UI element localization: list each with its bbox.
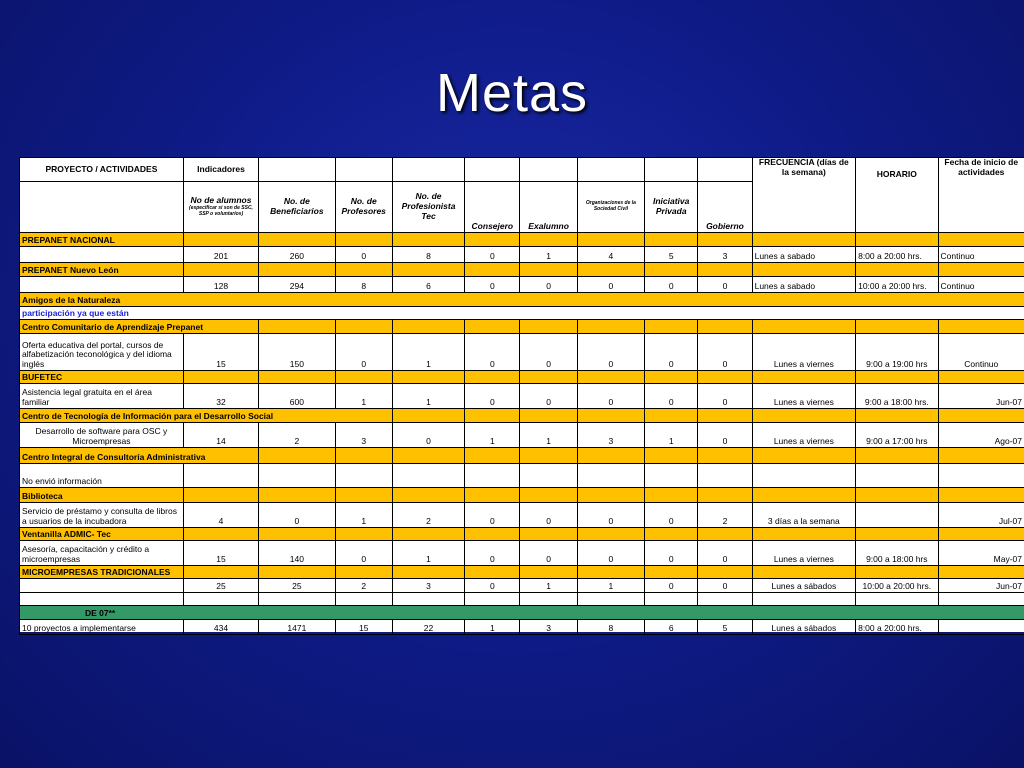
horario-cell: 9:00 a 17:00 hrs [856,423,938,448]
table-row [20,247,1024,263]
frecuencia-cell: Lunes a sábados [752,620,856,635]
header-horario: HORARIO [856,158,938,233]
activity-cell: Asesoría, capacitación y crédito a microempresas [20,541,184,566]
header-row-1 [20,158,1024,182]
value-cell: 1 [577,579,644,593]
metas-table-container [19,157,1024,632]
table-row [20,503,1024,528]
horario-cell: 8:00 a 20:00 hrs. [856,247,938,263]
activity-cell: Oferta educativa del portal, cursos de alfabetización teconológica y del idioma inglés [20,334,184,371]
value-cell: 2 [392,503,464,528]
header-no-beneficiarios: No. de Beneficiarios [259,182,335,233]
value-cell: 25 [259,579,335,593]
activity-cell [20,277,184,293]
value-cell: 0 [645,334,698,371]
header-no-profesores: No. de Profesores [335,182,392,233]
table-row [20,384,1024,409]
horario-cell: 9:00 a 18:00 hrs [856,541,938,566]
section-prepanet-nl: PREPANET Nuevo León [20,263,184,277]
value-cell: 1 [520,247,577,263]
value-cell: 1 [465,423,520,448]
header-frecuencia: FRECUENCIA (días de la semana) [752,158,856,233]
section-row [20,263,1024,277]
value-cell: 0 [577,277,644,293]
value-cell: 0 [465,247,520,263]
header-proyecto: PROYECTO / ACTIVIDADES [20,158,184,182]
value-cell: 140 [259,541,335,566]
value-cell: 0 [335,334,392,371]
activity-cell: Desarrollo de software para OSC y Microempresas [20,423,184,448]
value-cell: 0 [698,277,752,293]
header-consejero: Consejero [465,182,520,233]
value-cell: 0 [520,334,577,371]
section-row [20,320,1024,334]
activity-cell: Servicio de préstamo y consulta de libros a usuarios de la incubadora [20,503,184,528]
value-cell: 4 [183,503,258,528]
section-row [20,307,1024,320]
horario-cell: 10:00 a 20:00 hrs. [856,579,938,593]
value-cell: 0 [645,503,698,528]
value-cell: 2 [698,503,752,528]
header-gobierno: Gobierno [698,182,752,233]
frecuencia-cell: Lunes a viernes [752,384,856,409]
value-cell: 0 [520,541,577,566]
value-cell: 4 [577,247,644,263]
header-iniciativa-privada: Iniciativa Privada [645,182,698,233]
value-cell: 3 [698,247,752,263]
metas-table [19,157,1024,635]
header-fecha-inicio: Fecha de inicio de actividades [938,158,1024,233]
value-cell: 150 [259,334,335,371]
value-cell: 14 [183,423,258,448]
fecha-cell: May-07 [938,541,1024,566]
value-cell: 3 [392,579,464,593]
value-cell: 0 [645,541,698,566]
value-cell: 434 [183,620,258,635]
activity-cell [20,247,184,263]
value-cell: 260 [259,247,335,263]
fecha-cell: Ago-07 [938,423,1024,448]
value-cell: 1 [520,423,577,448]
frecuencia-cell: 3 días a la semana [752,503,856,528]
header-no-alumnos-label: No de alumnos [190,195,252,206]
value-cell: 5 [645,247,698,263]
value-cell: 1 [645,423,698,448]
section-de07: DE 07** [20,606,1024,620]
fecha-cell: Continuo [938,334,1024,371]
value-cell: 3 [520,620,577,635]
section-row [20,488,1024,503]
frecuencia-cell: Lunes a viernes [752,334,856,371]
activity-cell: Asistencia legal gratuita en el área familiar [20,384,184,409]
value-cell: 3 [335,423,392,448]
value-cell: 1471 [259,620,335,635]
fecha-cell: Continuo [938,247,1024,263]
table-row [20,464,1024,488]
value-cell: 0 [577,334,644,371]
activity-cell [20,579,184,593]
section-row [20,233,1024,247]
value-cell: 6 [645,620,698,635]
fecha-cell: Jul-07 [938,503,1024,528]
value-cell: 5 [698,620,752,635]
value-cell: 0 [465,503,520,528]
section-centro-comunitario: Centro Comunitario de Aprendizaje Prepanet [20,320,259,334]
value-cell: 0 [698,334,752,371]
value-cell: 0 [698,579,752,593]
fecha-cell: Jun-07 [938,384,1024,409]
value-cell: 15 [183,541,258,566]
header-exalumno: Exalumno [520,182,577,233]
value-cell: 1 [392,334,464,371]
value-cell: 0 [645,384,698,409]
section-row [20,409,1024,423]
value-cell: 8 [335,277,392,293]
horario-cell: 10:00 a 20:00 hrs. [856,277,938,293]
fecha-cell [938,620,1024,635]
value-cell: 2 [335,579,392,593]
value-cell: 600 [259,384,335,409]
frecuencia-cell: Lunes a viernes [752,541,856,566]
value-cell: 0 [465,541,520,566]
value-cell: 0 [465,579,520,593]
section-bufetec: BUFETEC [20,371,184,384]
value-cell: 6 [392,277,464,293]
frecuencia-cell: Lunes a sabado [752,277,856,293]
value-cell: 1 [465,620,520,635]
value-cell: 0 [520,503,577,528]
value-cell: 0 [577,384,644,409]
value-cell: 1 [335,384,392,409]
value-cell: 0 [259,503,335,528]
table-row [20,334,1024,371]
section-row [20,566,1024,579]
header-indicadores: Indicadores [183,158,258,182]
value-cell: 0 [335,247,392,263]
value-cell: 32 [183,384,258,409]
section-row [20,371,1024,384]
value-cell: 1 [392,541,464,566]
value-cell: 1 [520,579,577,593]
table-row [20,541,1024,566]
frecuencia-cell: Lunes a sábados [752,579,856,593]
totals-row [20,620,1024,635]
value-cell: 0 [520,384,577,409]
value-cell: 25 [183,579,258,593]
value-cell: 15 [335,620,392,635]
fecha-cell: Jun-07 [938,579,1024,593]
value-cell: 22 [392,620,464,635]
section-prepanet-nacional: PREPANET NACIONAL [20,233,184,247]
section-amigos: Amigos de la Naturaleza [20,293,1024,307]
value-cell: 294 [259,277,335,293]
horario-cell [856,503,938,528]
value-cell: 0 [698,384,752,409]
value-cell: 3 [577,423,644,448]
header-osc: Organizaciones de la Sociedad Civil [577,182,644,233]
section-participacion: participación ya que están [20,307,1024,320]
header-no-alumnos-note: (especificar si son de SSC, SSP o voluntarios) [189,205,253,217]
empty-row [20,593,1024,606]
activity-cell: No envió información [20,464,184,488]
value-cell: 0 [335,541,392,566]
slide-title: Metas [435,63,589,123]
value-cell: 8 [577,620,644,635]
value-cell: 2 [259,423,335,448]
section-biblioteca: Biblioteca [20,488,184,503]
section-row [20,606,1024,620]
value-cell: 0 [465,334,520,371]
value-cell: 0 [645,277,698,293]
value-cell: 15 [183,334,258,371]
table-row [20,579,1024,593]
section-microempresas: MICROEMPRESAS TRADICIONALES [20,566,184,579]
value-cell: 0 [645,579,698,593]
value-cell: 0 [465,384,520,409]
value-cell: 0 [577,541,644,566]
header-no-profesionista: No. de Profesionista Tec [392,182,464,233]
value-cell: 0 [392,423,464,448]
section-ventanilla: Ventanilla ADMIC- Tec [20,528,184,541]
frecuencia-cell: Lunes a sabado [752,247,856,263]
section-row [20,293,1024,307]
value-cell: 0 [698,541,752,566]
value-cell: 128 [183,277,258,293]
value-cell: 1 [335,503,392,528]
value-cell: 201 [183,247,258,263]
value-cell: 1 [392,384,464,409]
fecha-cell: Continuo [938,277,1024,293]
section-row [20,448,1024,464]
header-no-alumnos [183,182,258,233]
value-cell: 0 [577,503,644,528]
section-row [20,528,1024,541]
table-row [20,277,1024,293]
horario-cell: 9:00 a 19:00 hrs [856,334,938,371]
frecuencia-cell: Lunes a viernes [752,423,856,448]
value-cell: 0 [698,423,752,448]
horario-cell: 9:00 a 18:00 hrs. [856,384,938,409]
value-cell: 0 [520,277,577,293]
table-row [20,423,1024,448]
value-cell: 8 [392,247,464,263]
horario-cell: 8:00 a 20:00 hrs. [856,620,938,635]
section-centro-integral: Centro Integral de Consultoría Administrativa [20,448,259,464]
value-cell: 0 [465,277,520,293]
activity-cell: 10 proyectos a implementarse [20,620,184,635]
section-centro-tecnologia: Centro de Tecnología de Información para el Desarrollo Social [20,409,393,423]
